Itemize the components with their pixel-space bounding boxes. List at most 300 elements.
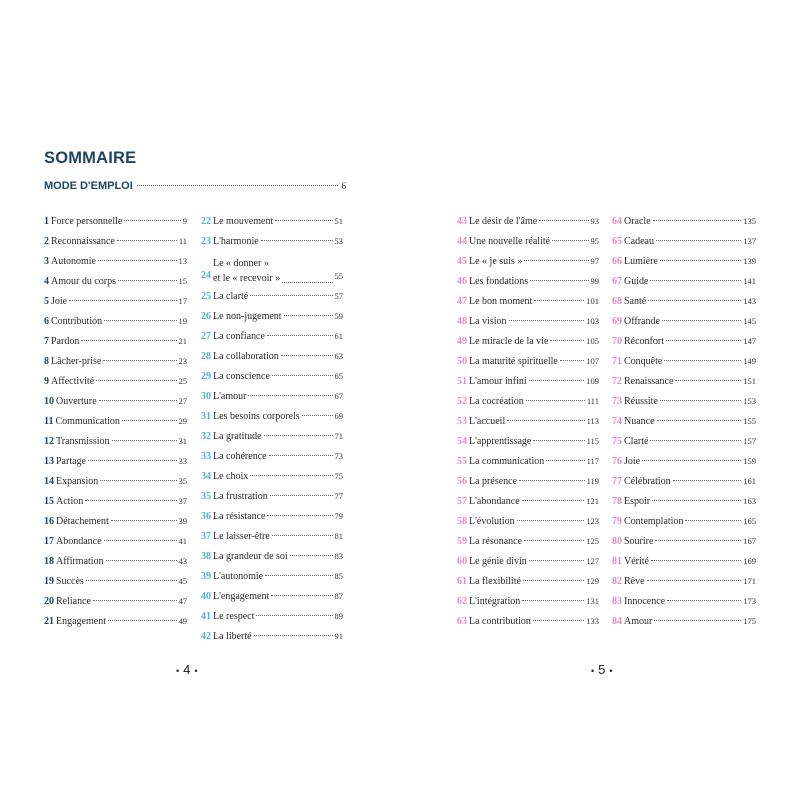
entry-number: 18 <box>44 556 54 567</box>
entry-page: 155 <box>743 416 756 426</box>
entry-label: L'évolution <box>469 516 515 527</box>
toc-entry[interactable] <box>457 331 599 351</box>
entry-number: 64 <box>612 216 622 227</box>
toc-entry[interactable] <box>612 231 756 251</box>
entry-label: Force personnelle <box>51 216 123 227</box>
toc-entry[interactable] <box>612 431 756 451</box>
entry-label: Rêve <box>624 576 645 587</box>
entry-number: 31 <box>201 411 211 422</box>
entry-label: L'accueil <box>469 416 506 427</box>
leader-dots <box>529 560 584 561</box>
entry-number: 46 <box>457 276 467 287</box>
entry-number: 53 <box>457 416 467 427</box>
entry-page: 121 <box>586 496 599 506</box>
entry-label: Engagement <box>56 616 106 627</box>
entry-number: 17 <box>44 536 54 547</box>
toc-entry[interactable] <box>457 551 599 571</box>
toc-entry[interactable] <box>44 471 187 491</box>
toc-entry[interactable] <box>457 251 599 271</box>
toc-entry[interactable] <box>44 491 187 511</box>
entry-label: La collaboration <box>213 351 279 362</box>
leader-dots <box>648 300 741 301</box>
entry-number: 67 <box>612 276 622 287</box>
entry-page: 75 <box>334 471 343 481</box>
entry-label: Guide <box>624 276 649 287</box>
page-title: SOMMAIRE <box>44 149 137 167</box>
toc-entry[interactable] <box>44 371 187 391</box>
toc-entry[interactable] <box>457 471 599 491</box>
entry-number: 16 <box>44 516 54 527</box>
entry-page: 19 <box>178 316 187 326</box>
entry-page: 23 <box>178 356 187 366</box>
toc-entry[interactable] <box>457 271 599 291</box>
entry-number: 62 <box>457 596 467 607</box>
toc-entry[interactable] <box>457 491 599 511</box>
toc-entry[interactable] <box>44 511 187 531</box>
entry-label: La cohérence <box>213 451 267 462</box>
toc-entry[interactable] <box>612 571 756 591</box>
leader-dots <box>552 240 588 241</box>
entry-page: 137 <box>743 236 756 246</box>
entry-page: 81 <box>334 531 343 541</box>
entry-label: Santé <box>624 296 647 307</box>
entry-label: Contemplation <box>624 516 684 527</box>
leader-dots <box>533 440 584 441</box>
entry-label: Contribution <box>51 316 103 327</box>
entry-label: La maturité spirituelle <box>469 356 558 367</box>
entry-page: 129 <box>586 576 599 586</box>
leader-dots <box>507 420 584 421</box>
entry-page: 131 <box>586 596 599 606</box>
page-number-left: • 4 • <box>176 662 198 677</box>
toc-entry[interactable] <box>612 311 756 331</box>
entry-label: Le « je suis » <box>469 256 523 267</box>
entry-number: 28 <box>201 351 211 362</box>
leader-dots <box>111 520 177 521</box>
toc-entry[interactable] <box>612 491 756 511</box>
entry-label: La présence <box>469 476 518 487</box>
toc-entry[interactable] <box>44 311 187 331</box>
toc-entry[interactable] <box>457 311 599 331</box>
toc-entry[interactable] <box>612 331 756 351</box>
toc-entry[interactable] <box>201 326 343 346</box>
entry-page: 115 <box>586 436 599 446</box>
entry-page: 37 <box>178 496 187 506</box>
toc-entry[interactable] <box>201 346 343 366</box>
entry-page: 87 <box>334 591 343 601</box>
toc-entry[interactable] <box>612 451 756 471</box>
toc-entry[interactable] <box>612 591 756 611</box>
toc-entry[interactable] <box>612 351 756 371</box>
entry-label: La grandeur de soi <box>213 551 288 562</box>
leader-dots <box>302 415 333 416</box>
toc-column-2 <box>201 211 343 646</box>
toc-entry[interactable] <box>201 466 343 486</box>
entry-page: 99 <box>590 276 599 286</box>
entry-page: 157 <box>743 436 756 446</box>
toc-entry[interactable] <box>612 411 756 431</box>
leader-dots <box>86 580 177 581</box>
toc-entry[interactable] <box>44 231 187 251</box>
entry-number: 59 <box>457 536 467 547</box>
entry-label: Le choix <box>213 471 249 482</box>
leader-dots <box>275 220 332 221</box>
leader-dots <box>522 600 584 601</box>
entry-number: 54 <box>457 436 467 447</box>
toc-entry[interactable] <box>612 391 756 411</box>
toc-entry[interactable] <box>201 306 343 326</box>
toc-entry[interactable] <box>44 391 187 411</box>
entry-page: 147 <box>743 336 756 346</box>
leader-dots <box>546 460 584 461</box>
toc-entry[interactable] <box>457 611 599 631</box>
entry-label: L'abondance <box>469 496 520 507</box>
entry-number: 19 <box>44 576 54 587</box>
toc-column-3 <box>457 211 599 631</box>
entry-label: Offrande <box>624 316 660 327</box>
mode-emploi-page: 6 <box>341 181 346 191</box>
toc-entry[interactable] <box>201 626 343 646</box>
entry-number: 84 <box>612 616 622 627</box>
entry-page: 109 <box>586 376 599 386</box>
entry-label: Réconfort <box>624 336 664 347</box>
leader-dots <box>534 300 584 301</box>
entry-number: 63 <box>457 616 467 627</box>
toc-entry[interactable] <box>201 426 343 446</box>
entry-page: 175 <box>743 616 756 626</box>
entry-page: 21 <box>178 336 187 346</box>
leader-dots <box>112 440 177 441</box>
entry-page: 43 <box>178 556 187 566</box>
toc-entry[interactable] <box>201 366 343 386</box>
toc-entry[interactable] <box>44 251 187 271</box>
page-number-right: • 5 • <box>591 662 613 677</box>
toc-entry[interactable] <box>44 331 187 351</box>
toc-entry[interactable] <box>201 211 343 231</box>
toc-entry[interactable] <box>44 211 187 231</box>
toc-entry[interactable] <box>44 531 187 551</box>
entry-page: 161 <box>743 476 756 486</box>
leader-dots <box>651 560 741 561</box>
leader-dots <box>650 280 741 281</box>
entry-number: 56 <box>457 476 467 487</box>
leader-dots <box>655 540 741 541</box>
toc-entry[interactable] <box>457 531 599 551</box>
entry-number: 27 <box>201 331 211 342</box>
leader-dots <box>290 555 333 556</box>
entry-number: 50 <box>457 356 467 367</box>
entry-label: Transmission <box>56 436 110 447</box>
toc-entry[interactable] <box>612 551 756 571</box>
leader-dots <box>550 340 584 341</box>
leader-dots <box>254 635 333 636</box>
entry-label: Les fondations <box>469 276 529 287</box>
toc-entry[interactable] <box>612 291 756 311</box>
toc-entry[interactable] <box>457 431 599 451</box>
entry-page: 49 <box>178 616 187 626</box>
entry-number: 51 <box>457 376 467 387</box>
toc-entry[interactable] <box>612 531 756 551</box>
toc-entry[interactable] <box>201 386 343 406</box>
leader-dots <box>264 435 333 436</box>
entry-number: 73 <box>612 396 622 407</box>
leader-dots <box>106 560 177 561</box>
entry-label: Pardon <box>51 336 80 347</box>
toc-entry[interactable] <box>201 506 343 526</box>
entry-label: L'amour infini <box>469 376 527 387</box>
leader-dots <box>104 540 177 541</box>
entry-page: 91 <box>334 631 343 641</box>
toc-entry[interactable] <box>201 251 343 286</box>
toc-entry[interactable] <box>201 231 343 251</box>
entry-number: 76 <box>612 456 622 467</box>
entry-label: Sourire <box>624 536 654 547</box>
entry-number: 45 <box>457 256 467 267</box>
entry-page: 65 <box>334 371 343 381</box>
toc-entry[interactable] <box>201 566 343 586</box>
entry-label: Reliance <box>56 596 91 607</box>
toc-entry[interactable] <box>457 351 599 371</box>
entry-page: 169 <box>743 556 756 566</box>
entry-page: 47 <box>178 596 187 606</box>
entry-label: Espoir <box>624 496 651 507</box>
toc-entry[interactable] <box>44 271 187 291</box>
entry-label: Le non-jugement <box>213 311 282 322</box>
entry-number: 81 <box>612 556 622 567</box>
entry-number: 58 <box>457 516 467 527</box>
entry-page: 77 <box>334 491 343 501</box>
toc-column-1 <box>44 211 187 631</box>
leader-dots <box>673 480 742 481</box>
entry-page: 67 <box>334 391 343 401</box>
entry-page: 153 <box>743 396 756 406</box>
entry-label: Le désir de l'âme <box>469 216 538 227</box>
leader-dots <box>685 520 741 521</box>
entry-label: Célébration <box>624 476 671 487</box>
entry-label: Autonomie <box>51 256 96 267</box>
entry-number: 26 <box>201 311 211 322</box>
leader-dots <box>660 400 741 401</box>
entry-label: La clarté <box>213 291 249 302</box>
leader-dots <box>103 360 176 361</box>
toc-entry[interactable] <box>612 251 756 271</box>
entry-page: 97 <box>590 256 599 266</box>
entry-label-wrap <box>213 256 280 286</box>
leader-dots <box>248 395 332 396</box>
entry-label: Les besoins corporels <box>213 411 300 422</box>
entry-page: 31 <box>178 436 187 446</box>
toc-entry[interactable] <box>457 371 599 391</box>
entry-label: La contribution <box>469 616 531 627</box>
entry-label: Le bon moment <box>469 296 533 307</box>
toc-entry[interactable] <box>612 611 756 631</box>
leader-dots <box>261 240 333 241</box>
entry-page: 163 <box>743 496 756 506</box>
leader-dots <box>664 360 741 361</box>
entry-page: 173 <box>743 596 756 606</box>
toc-entry[interactable] <box>612 371 756 391</box>
entry-page: 57 <box>334 291 343 301</box>
entry-label: Amour du corps <box>51 276 116 287</box>
entry-label: Lâcher-prise <box>51 356 102 367</box>
toc-entry[interactable] <box>201 606 343 626</box>
entry-label: Expansion <box>56 476 99 487</box>
toc-entry[interactable] <box>457 291 599 311</box>
entry-page: 45 <box>178 576 187 586</box>
entry-number: 5 <box>44 296 49 307</box>
toc-entry[interactable] <box>201 486 343 506</box>
leader-dots <box>667 600 741 601</box>
entry-page: 139 <box>743 256 756 266</box>
leader-dots <box>96 380 176 381</box>
toc-entry[interactable] <box>44 591 187 611</box>
entry-number: 37 <box>201 531 211 542</box>
entry-page: 117 <box>586 456 599 466</box>
entry-label: Le mouvement <box>213 216 274 227</box>
toc-entry[interactable] <box>612 211 756 231</box>
entry-page: 143 <box>743 296 756 306</box>
toc-entry[interactable] <box>612 511 756 531</box>
entry-number: 47 <box>457 296 467 307</box>
leader-dots <box>519 480 585 481</box>
leader-dots <box>281 355 333 356</box>
entry-label: La gratitude <box>213 431 262 442</box>
toc-entry[interactable] <box>44 551 187 571</box>
leader-dots <box>270 495 333 496</box>
entry-label: Une nouvelle réalité <box>469 236 551 247</box>
leader-dots <box>654 620 741 621</box>
toc-entry[interactable] <box>201 286 343 306</box>
entry-number: 34 <box>201 471 211 482</box>
entry-number: 52 <box>457 396 467 407</box>
entry-number: 61 <box>457 576 467 587</box>
leader-dots <box>267 515 332 516</box>
leader-dots <box>137 185 338 186</box>
mode-emploi-entry[interactable] <box>44 180 346 192</box>
leader-dots <box>122 420 177 421</box>
entry-number: 60 <box>457 556 467 567</box>
entry-page: 9 <box>182 216 187 226</box>
entry-page: 29 <box>178 416 187 426</box>
entry-label: Cadeau <box>624 236 654 247</box>
toc-entry[interactable] <box>201 526 343 546</box>
entry-page: 79 <box>334 511 343 521</box>
entry-label: La résonance <box>469 536 523 547</box>
entry-number: 77 <box>612 476 622 487</box>
toc-entry[interactable] <box>44 291 187 311</box>
leader-dots <box>524 540 584 541</box>
entry-number: 55 <box>457 456 467 467</box>
leader-dots <box>81 340 176 341</box>
toc-entry[interactable] <box>201 446 343 466</box>
entry-page: 33 <box>178 456 187 466</box>
entry-label: La conscience <box>213 371 270 382</box>
entry-page: 101 <box>586 296 599 306</box>
entry-page: 73 <box>334 451 343 461</box>
toc-entry[interactable] <box>44 611 187 631</box>
entry-number: 35 <box>201 491 211 502</box>
entry-page: 35 <box>178 476 187 486</box>
entry-page: 93 <box>590 216 599 226</box>
leader-dots <box>650 440 741 441</box>
entry-number: 40 <box>201 591 211 602</box>
entry-label: L'apprentissage <box>469 436 532 447</box>
entry-label: Renaissance <box>624 376 674 387</box>
leader-dots <box>533 620 584 621</box>
toc-entry[interactable] <box>457 231 599 251</box>
leader-dots <box>675 380 741 381</box>
entry-label: Conquête <box>624 356 663 367</box>
entry-label: Reconnaissance <box>51 236 115 247</box>
entry-label: Communication <box>55 416 120 427</box>
entry-page: 69 <box>334 411 343 421</box>
entry-label: La résistance <box>213 511 266 522</box>
toc-entry[interactable] <box>201 406 343 426</box>
toc-entry[interactable] <box>457 511 599 531</box>
toc-entry[interactable] <box>44 431 187 451</box>
toc-entry[interactable] <box>457 571 599 591</box>
entry-page: 95 <box>590 236 599 246</box>
toc-entry[interactable] <box>457 591 599 611</box>
toc-entry[interactable] <box>201 546 343 566</box>
entry-number: 38 <box>201 551 211 562</box>
toc-entry[interactable] <box>457 391 599 411</box>
entry-label: Clarté <box>624 436 649 447</box>
leader-dots <box>98 260 177 261</box>
entry-number: 80 <box>612 536 622 547</box>
leader-dots <box>250 475 332 476</box>
entry-page: 145 <box>743 316 756 326</box>
entry-page: 71 <box>334 431 343 441</box>
leader-dots <box>656 240 741 241</box>
toc-entry[interactable] <box>457 451 599 471</box>
entry-label: Abondance <box>56 536 102 547</box>
leader-dots <box>662 320 741 321</box>
toc-entry[interactable] <box>44 351 187 371</box>
entry-number: 83 <box>612 596 622 607</box>
leader-dots <box>108 620 177 621</box>
entry-number: 2 <box>44 236 49 247</box>
entry-label: Réussite <box>624 396 658 407</box>
entry-number: 6 <box>44 316 49 327</box>
toc-entry[interactable] <box>612 471 756 491</box>
toc-entry[interactable] <box>457 411 599 431</box>
leader-dots <box>560 360 584 361</box>
entry-number: 36 <box>201 511 211 522</box>
entry-number: 8 <box>44 356 49 367</box>
leader-dots <box>118 280 177 281</box>
entry-number: 10 <box>44 396 54 407</box>
entry-number: 49 <box>457 336 467 347</box>
entry-page: 141 <box>743 276 756 286</box>
entry-label: Partage <box>56 456 86 467</box>
entry-number: 78 <box>612 496 622 507</box>
toc-entry[interactable] <box>457 211 599 231</box>
entry-number: 43 <box>457 216 467 227</box>
toc-entry[interactable] <box>612 271 756 291</box>
leader-dots <box>284 315 333 316</box>
entry-number: 32 <box>201 431 211 442</box>
entry-label: Action <box>56 496 84 507</box>
entry-number: 20 <box>44 596 54 607</box>
toc-entry[interactable] <box>201 586 343 606</box>
entry-page: 103 <box>586 316 599 326</box>
toc-entry[interactable] <box>44 411 187 431</box>
leader-dots <box>250 295 332 296</box>
entry-page: 113 <box>586 416 599 426</box>
toc-entry[interactable] <box>44 571 187 591</box>
toc-entry[interactable] <box>44 451 187 471</box>
